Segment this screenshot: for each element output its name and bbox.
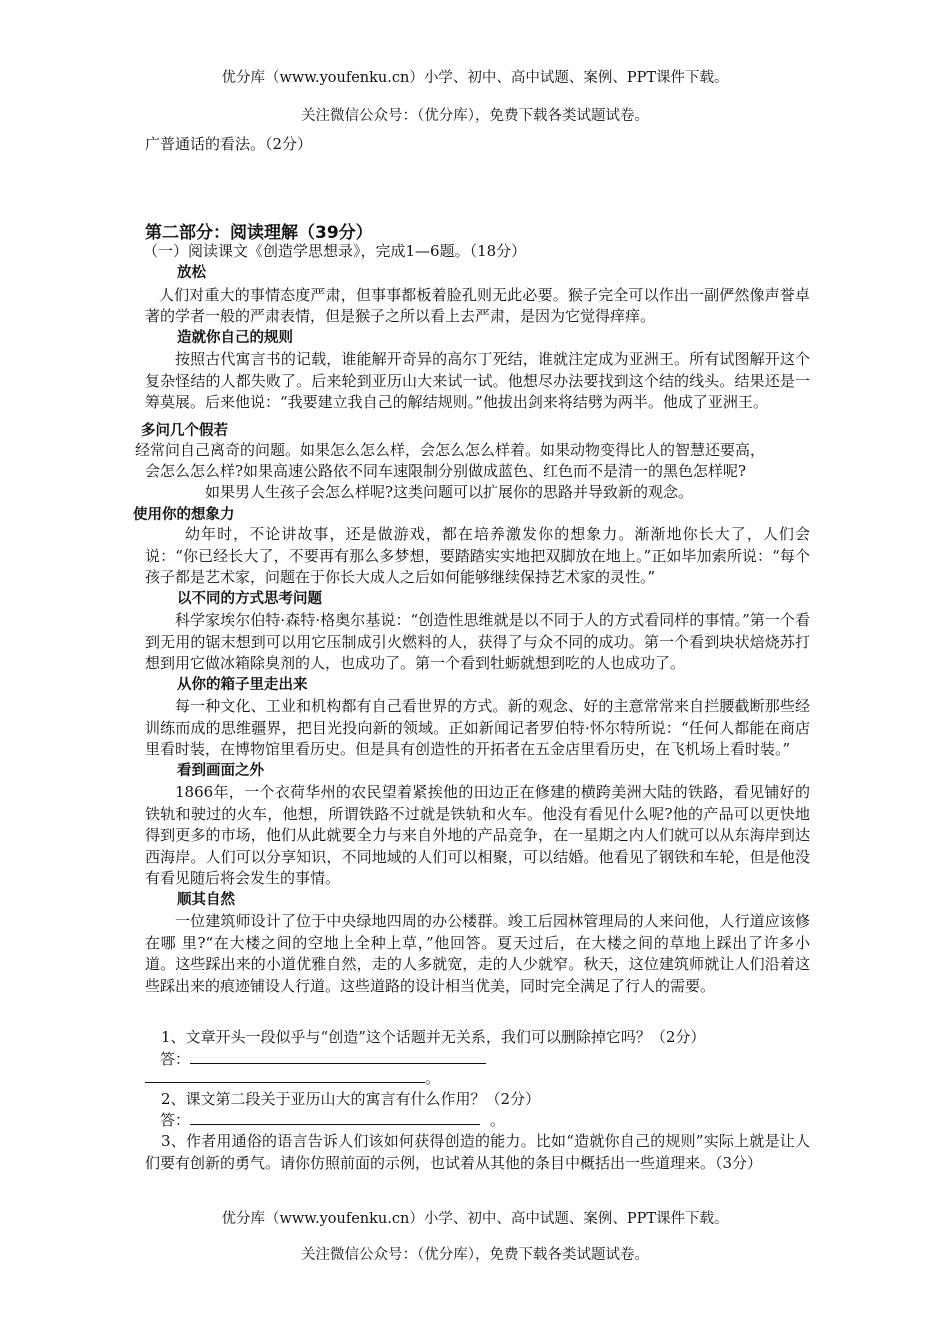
section-one-intro: （一）阅读课文《创造学思想录》，完成1—6题。（18分） [143, 242, 527, 260]
heading-imagination: 使用你的想象力 [133, 507, 235, 523]
paragraph-out-of-box: 每一种文化、工业和机构都有自己看世界的方式。新的观念、好的主意常常来自拦腰截断那些经训练而成的思维疆界，把目光投向新的领域。正如新闻记者罗伯特·怀尔特所说：“任何人都能在商店里看时装，在博物馆里看历史。但是具有创造性的开拓者在五金店里看历史，在飞机场上看时装。” [145, 697, 810, 758]
paragraph-ask-what-if-line-2: 会怎么怎么样?如果高速公路依不同车速限制分别做成蓝色、红色而不是清一的黑色怎样呢? [145, 462, 747, 480]
question-1-text: 1、文章开头一段似乎与“创造”这个话题并无关系，我们可以删除掉它吗？（2分） [161, 1028, 706, 1046]
heading-own-rules: 造就你自己的规则 [177, 329, 293, 346]
question-3 [145, 1131, 810, 1174]
question-1 [145, 1027, 810, 1049]
footer-line-2: 关注微信公众号：（优分库），免费下载各类试题试卷。 [301, 1247, 649, 1263]
header-line-1: 优分库（www.youfenku.cn）小学、初中、高中试题、案例、PPT课件下载。 [221, 70, 729, 86]
question-2-answer-row [160, 1110, 505, 1132]
heading-ask-what-if: 多问几个假若 [141, 423, 228, 439]
part-two-title: 第二部分：阅读理解（39分） [145, 223, 373, 243]
carry-over-text: 广普通话的看法。（2分） [145, 135, 313, 153]
question-2-text: 2、课文第二段关于亚历山大的寓言有什么作用？（2分） [161, 1090, 541, 1108]
heading-go-natural: 顺其自然 [177, 891, 235, 908]
question-1-end: 。 [425, 1069, 441, 1087]
paragraph-relax: 人们对重大的事情态度严肃，但事事都板着脸孔则无此必要。猴子完全可以作出一副俨然像声誉卓著的学者一般的严肃表情，但是猴子之所以看上去严肃，是因为它觉得痒痒。 [145, 285, 810, 325]
question-2 [145, 1089, 810, 1111]
paragraph-go-natural: 一位建筑师设计了位于中央绿地四周的办公楼群。竣工后园林管理局的人来问他，人行道应该修在哪 里?“在大楼之间的空地上全种上草，”他回答。夏天过后，在大楼之间的草地上踩出了许多小道。这些踩出来的小道优雅自然，走的人多就宽，走的人少就窄。秋天，这位建筑师就让人们沿着这些踩出来的痕迹铺设人行道。这些道路的设计相当优美，同时完全满足了行人的需要。 [145, 912, 810, 995]
question-2-answer-line[interactable] [190, 1110, 480, 1125]
paragraph-own-rules: 按照古代寓言书的记载，谁能解开奇异的高尔丁死结，谁就注定成为亚洲王。所有试图解开这个复杂怪结的人都失败了。后来轮到亚历山大来试一试。他想尽办法要找到这个结的线头。结果还是一筹莫展。后来他说：“我要建立我自己的解结规则。”他拔出剑来将结劈为两半。他成了亚洲王。 [145, 350, 810, 411]
paragraph-imagination: 幼年时，不论讲故事，还是做游戏，都在培养激发你的想象力。渐渐地你长大了，人们会说：“你已经长大了，不要再有那么多梦想，要踏踏实实地把双脚放在地上。”正如毕加索所说：“每个孩子都是艺术家，问题在于你长大成人之后如何能够继续保持艺术家的灵性。” [145, 525, 810, 586]
question-1-answer-line-1[interactable] [190, 1049, 486, 1064]
question-3-text: 3、作者用通俗的语言告诉人们该如何获得创造的能力。比如“造就你自己的规则”实际上就是让人们要有创新的勇气。请你仿照前面的示例，也试着从其他的条目中概括出一些道理来。（3分） [145, 1132, 810, 1172]
footer-line-1: 优分库（www.youfenku.cn）小学、初中、高中试题、案例、PPT课件下载。 [221, 1211, 729, 1227]
question-2-answer-label: 答： [160, 1111, 191, 1129]
paragraph-ask-what-if-line-1: 经常问自己离奇的问题。如果怎么怎么样，会怎么怎么样着。如果动物变得比人的智慧还要高， [135, 441, 766, 459]
reading-passage-continued [145, 524, 810, 997]
question-2-end: 。 [490, 1111, 506, 1129]
paragraph-ask-what-if-line-3: 如果男人生孩子会怎么样呢?这类问题可以扩展你的思路并导致新的观念。 [205, 483, 694, 501]
paragraph-beyond-picture: 1866年，一个衣荷华州的农民望着紧挨他的田边正在修建的横跨美洲大陆的铁路，看见铺好的铁轨和驶过的火车，他想，所谓铁路不过就是铁轨和火车。他没有看见什么呢?他的产品可以更快地得到更多的市场，他们从此就要全力与来自外地的产品竞争，在一星期之内人们就可以从东海岸到达西海岸。人们可以分享知识，不同地域的人们可以相聚，可以结婚。他看见了钢铁和车轮，但是他没有看见随后将会发生的事情。 [145, 783, 810, 887]
question-1-answer-label: 答： [160, 1050, 191, 1068]
heading-out-of-box: 从你的箱子里走出来 [177, 676, 308, 693]
question-1-answer-line-2[interactable] [145, 1068, 425, 1083]
header-line-2: 关注微信公众号：（优分库），免费下载各类试题试卷。 [301, 108, 649, 124]
reading-passage [145, 263, 810, 414]
paragraph-think-differently: 科学家埃尔伯特·森特·格奥尔基说：“创造性思维就是以不同于人的方式看同样的事情。”第一个看到无用的锯末想到可以用它压制成引火燃料的人，获得了与众不同的成功。第一个看到块状焙烧苏打想到用它做冰箱除臭剂的人，也成功了。第一个看到牡蛎就想到吃的人也成功了。 [145, 611, 810, 672]
heading-beyond-picture: 看到画面之外 [177, 762, 264, 779]
heading-relax: 放松 [177, 265, 206, 281]
heading-think-differently: 以不同的方式思考问题 [177, 590, 322, 607]
question-1-answer-row-2 [145, 1068, 440, 1090]
